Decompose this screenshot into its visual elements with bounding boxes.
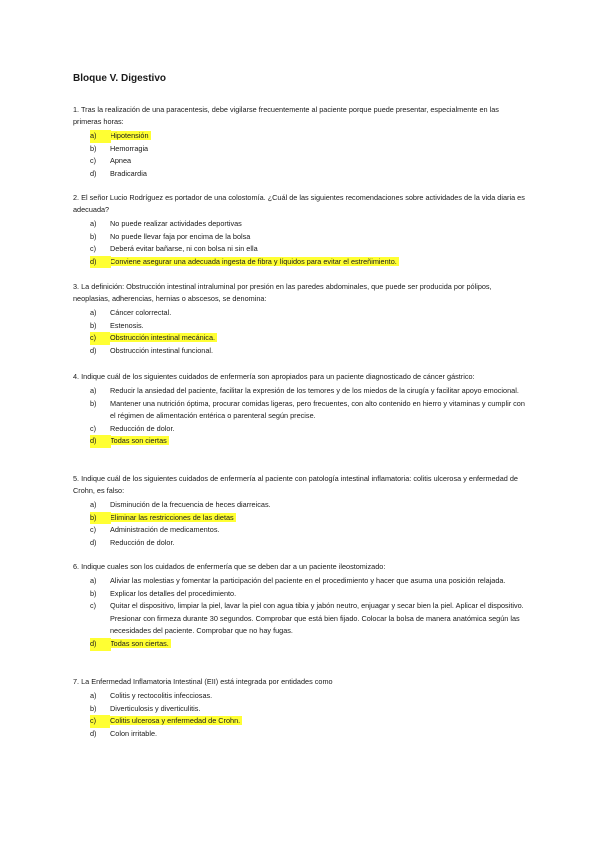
question-2 xyxy=(73,192,525,268)
document-title: Bloque V. Digestivo xyxy=(73,73,166,84)
question-stem: 6. Indique cuales son los cuidados de enfermería que se deben dar a un paciente ileostomizado: xyxy=(73,562,386,571)
option-item-highlighted xyxy=(73,638,525,651)
option-letter: d) xyxy=(90,256,111,269)
option-item xyxy=(73,168,525,181)
option-text: Administración de medicamentos. xyxy=(110,525,220,535)
option-letter: d) xyxy=(90,638,111,651)
question-stem: 5. Indique cuál de los siguientes cuidados de enfermería al paciente con patología intestinal inflamatoria: colitis ulcerosa y enfermedad de Crohn, es falso: xyxy=(73,474,518,495)
option-text: No puede llevar faja por encima de la bolsa xyxy=(110,231,251,241)
option-text: Colitis ulcerosa y enfermedad de Crohn. xyxy=(110,716,241,726)
option-text: Explicar los detalles del procedimiento. xyxy=(110,588,237,598)
option-item xyxy=(73,398,525,423)
option-letter: a) xyxy=(90,691,97,700)
option-text: Obstrucción intestinal mecánica. xyxy=(110,333,216,343)
option-text: Cáncer colorrectal. xyxy=(110,308,172,317)
option-text: Deberá evitar bañarse, ni con bolsa ni sin ella xyxy=(110,244,258,254)
option-item xyxy=(73,575,525,588)
option-letter: b) xyxy=(90,398,97,408)
option-text: Hemorragia xyxy=(110,143,149,153)
option-letter: c) xyxy=(90,332,110,345)
option-item xyxy=(73,385,525,398)
option-item xyxy=(73,690,525,703)
option-text: Conviene asegurar una adecuada ingesta de fibra y líquidos para evitar el estreñimiento. xyxy=(110,256,397,266)
option-text: Todas son ciertas xyxy=(110,436,167,446)
option-letter: d) xyxy=(90,537,97,547)
option-text: Bradicardia xyxy=(110,168,147,178)
option-letter: d) xyxy=(90,435,111,448)
option-item xyxy=(73,537,525,550)
option-letter: d) xyxy=(90,728,97,738)
option-item xyxy=(73,600,525,638)
option-letter: a) xyxy=(90,386,97,395)
option-item-highlighted xyxy=(73,715,525,728)
option-letter: b) xyxy=(90,703,97,713)
question-1 xyxy=(73,104,525,180)
option-letter: a) xyxy=(90,219,97,228)
option-item xyxy=(73,703,525,716)
option-item xyxy=(73,143,525,156)
question-stem: 2. El señor Lucio Rodríguez es portador de una colostomía. ¿Cuál de las siguientes recomendaciones sobre actividades de la vida diaria es adecuada? xyxy=(73,193,525,214)
option-item xyxy=(73,423,525,436)
option-text: Hipotensión xyxy=(110,131,149,140)
option-text: Colitis y rectocolitis infecciosas. xyxy=(110,691,213,700)
question-6 xyxy=(73,561,525,651)
question-4 xyxy=(73,371,525,448)
option-text: Mantener una nutrición óptima, procurar comidas ligeras, pero frecuentes, con alto contenido en hierro y vitaminas y cumplir con el régimen de alimentación entérica o parenteral según precise. xyxy=(110,398,525,421)
question-5 xyxy=(73,473,525,549)
option-letter: c) xyxy=(90,423,97,433)
option-item-highlighted xyxy=(73,332,525,345)
option-text: Estenosis. xyxy=(110,320,144,330)
option-text: Todas son ciertas. xyxy=(110,638,169,648)
option-letter: b) xyxy=(90,320,97,330)
option-letter: a) xyxy=(90,500,97,509)
option-letter: b) xyxy=(90,231,97,241)
option-item xyxy=(73,218,525,231)
question-stem: 7. La Enfermedad Inflamatoria Intestinal (EII) está integrada por entidades como xyxy=(73,677,333,686)
option-text: Colon irritable. xyxy=(110,728,158,738)
option-letter: c) xyxy=(90,244,97,254)
option-letter: d) xyxy=(90,168,97,178)
option-text: No puede realizar actividades deportivas xyxy=(110,219,242,228)
option-text: Reducir la ansiedad del paciente, facilitar la expresión de los temores y de los miedos de la cirugía y facilitar apoyo emocional. xyxy=(110,386,519,395)
question-stem: 4. Indique cuál de los siguientes cuidados de enfermería son apropiados para un paciente diagnosticado de cáncer gástrico: xyxy=(73,372,475,381)
option-text: Obstrucción intestinal funcional. xyxy=(110,345,214,355)
option-letter: c) xyxy=(90,156,97,166)
option-item-highlighted xyxy=(73,256,525,269)
option-text: Disminución de la frecuencia de heces diarreicas. xyxy=(110,500,271,509)
option-item xyxy=(73,588,525,601)
option-item xyxy=(73,231,525,244)
option-letter: c) xyxy=(90,525,97,535)
question-7 xyxy=(73,676,525,740)
question-stem: 3. La definición: Obstrucción intestinal intraluminal por presión en las paredes abdominales, que puede ser producida por pólipos, neoplasias, adherencias, hernias o abscesos, se denomina: xyxy=(73,282,492,303)
option-item-highlighted xyxy=(73,512,525,525)
option-text: Apnea xyxy=(110,156,132,166)
question-3 xyxy=(73,281,525,357)
option-letter: c) xyxy=(90,715,110,728)
option-item xyxy=(73,345,525,358)
question-stem: 1. Tras la realización de una paracentesis, debe vigilarse frecuentemente al paciente porque puede presentar, especialmente en las primeras horas: xyxy=(73,105,499,126)
option-text: Reducción de dolor. xyxy=(110,537,175,547)
option-item-highlighted xyxy=(73,130,525,143)
option-text: Aliviar las molestias y fomentar la participación del paciente en el procedimiento y hacer que asuma una posición relajada. xyxy=(110,576,506,585)
option-letter: b) xyxy=(90,512,111,525)
option-item xyxy=(73,155,525,168)
option-letter: b) xyxy=(90,588,97,598)
option-item-highlighted xyxy=(73,435,525,448)
option-item xyxy=(73,307,525,320)
option-item xyxy=(73,243,525,256)
option-text: Eliminar las restricciones de las dietas xyxy=(110,512,234,522)
option-letter: d) xyxy=(90,345,97,355)
option-letter: b) xyxy=(90,143,97,153)
option-letter: c) xyxy=(90,601,97,611)
option-text: Diverticulosis y diverticulitis. xyxy=(110,703,201,713)
option-item xyxy=(73,499,525,512)
option-item xyxy=(73,320,525,333)
option-text: Reducción de dolor. xyxy=(110,423,175,433)
option-letter: a) xyxy=(90,130,111,143)
option-letter: a) xyxy=(90,308,97,317)
option-item xyxy=(73,524,525,537)
option-text: Quitar el dispositivo, limpiar la piel, lavar la piel con agua tibia y jabón neutro, enjuagar y secar bien la piel. Aplicar el dispositivo. Presionar con firmeza durante 30 segundos. Comprobar que está bien fijado. Colocar la bolsa de manera anatómica según las necesidades del paciente. Comprobar que no hay fugas. xyxy=(110,601,524,636)
option-item xyxy=(73,728,525,741)
option-letter: a) xyxy=(90,576,97,585)
